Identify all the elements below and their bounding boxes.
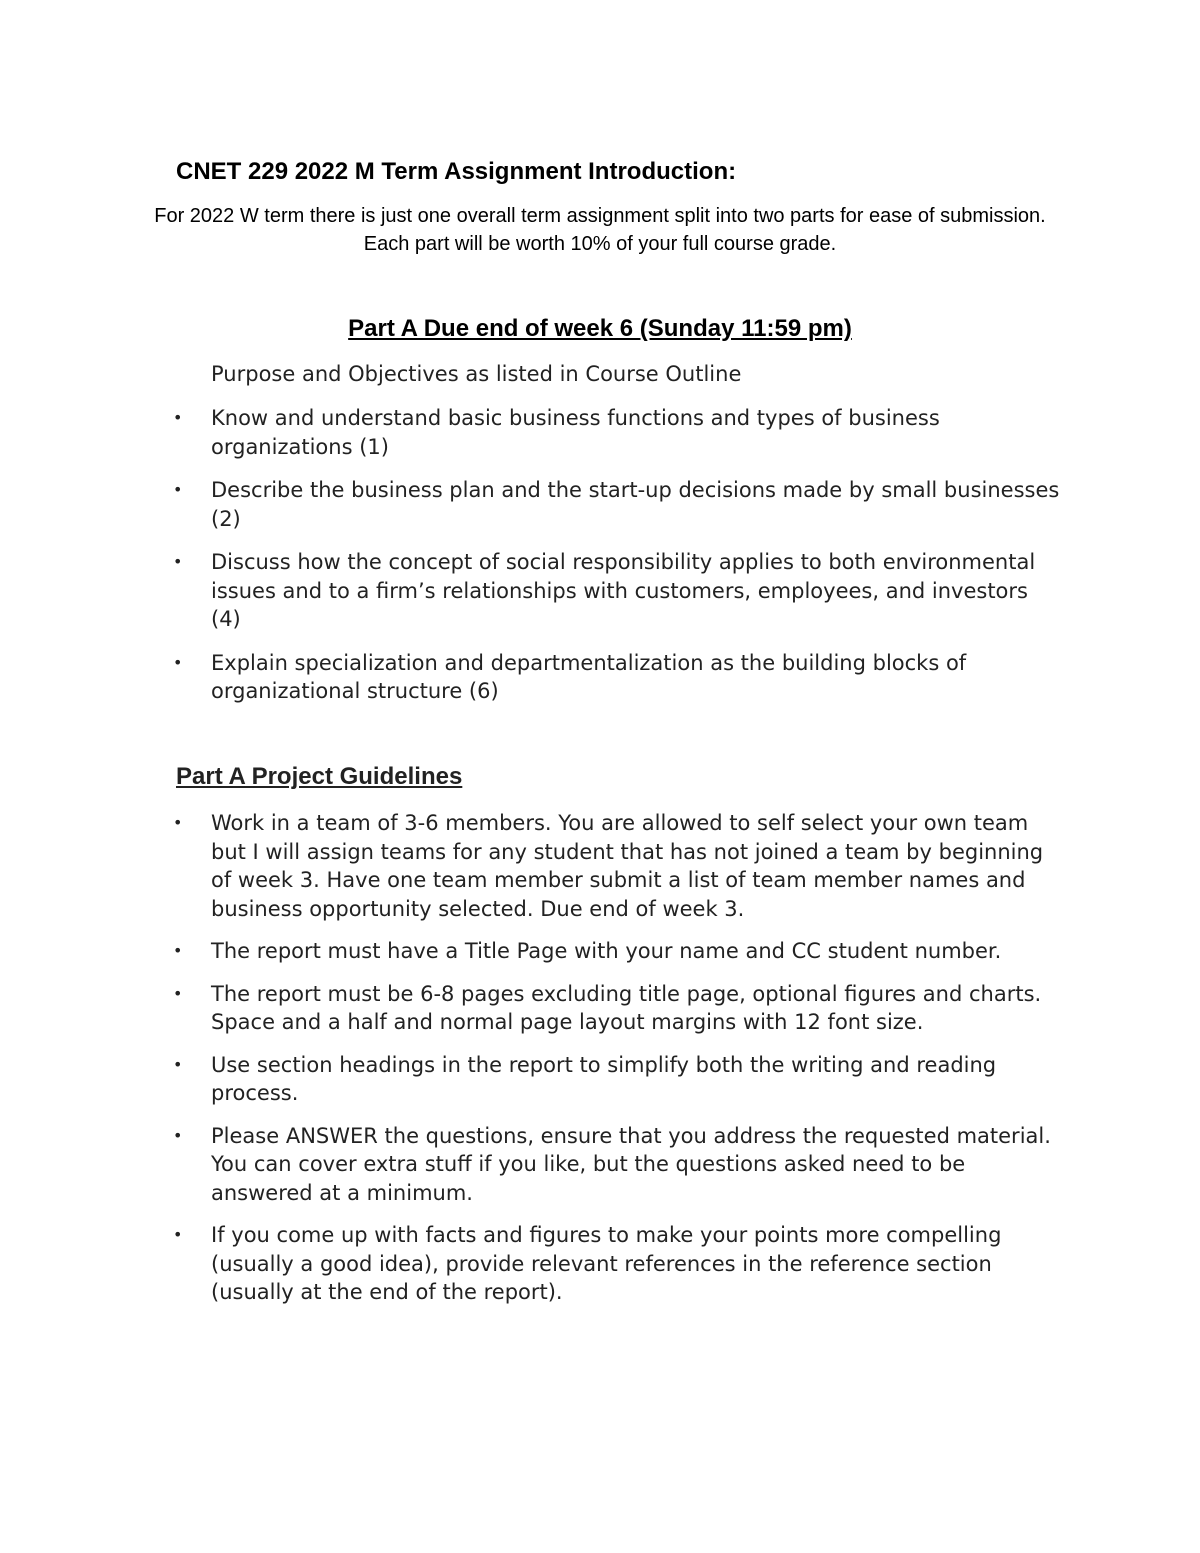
document-title: CNET 229 2022 M Term Assignment Introduction: (176, 158, 737, 185)
objectives-list (0, 404, 1061, 721)
objective-text: Know and understand basic business functions and types of business organizations (1) (211, 406, 940, 459)
intro-paragraph: For 2022 W term there is just one overall term assignment split into two parts for ease of submission. Each part will be worth 10% of your full course grade. (154, 205, 1046, 255)
objective-text: Discuss how the concept of social responsibility applies to both environmental issues and to a firm’s relationships with customers, employees, and investors (4) (211, 550, 1036, 631)
bullet-icon: • (173, 1125, 183, 1145)
bullet-icon: • (173, 552, 183, 571)
bullet-icon: • (173, 1054, 183, 1074)
list-item (0, 1221, 1061, 1307)
guideline-text: The report must have a Title Page with your name and CC student number. (211, 939, 1002, 963)
bullet-icon: • (173, 1225, 183, 1244)
list-item (0, 1122, 1061, 1208)
list-item (0, 980, 1061, 1037)
purpose-line: Purpose and Objectives as listed in Course Outline (211, 362, 742, 386)
list-item (0, 937, 1061, 966)
list-item (0, 1051, 1061, 1108)
guideline-text: Please ANSWER the questions, ensure that you address the requested material. You can cover extra stuff if you like, but the questions asked need to be answered at a minimum. (211, 1123, 1051, 1205)
list-item (0, 404, 1061, 461)
list-item (0, 649, 1061, 706)
bullet-icon: • (173, 652, 183, 672)
list-item (0, 809, 1061, 923)
list-item (0, 548, 1061, 634)
bullet-icon: • (173, 408, 183, 427)
guideline-text: The report must be 6-8 pages excluding title page, optional figures and charts. Space and a half and normal page layout margins with 12 font size. (211, 981, 1042, 1034)
bullet-icon: • (173, 983, 183, 1003)
bullet-icon: • (173, 813, 183, 832)
objective-text: Describe the business plan and the start-up decisions made by small businesses (2) (211, 478, 1060, 531)
guideline-text: If you come up with facts and figures to make your points more compelling (usually a good idea), provide relevant references in the reference section (usually at the end of the report). (211, 1223, 1002, 1304)
objective-text: Explain specialization and departmentalization as the building blocks of organizational structure (6) (211, 650, 967, 703)
guideline-text: Work in a team of 3-6 members. You are allowed to self select your own team but I will assign teams for any student that has not joined a team by beginning of week 3. Have one team member submit a list of team member names and business opportunity selected. Due end of week 3. (211, 811, 1044, 921)
guidelines-heading: Part A Project Guidelines (176, 763, 463, 790)
bullet-icon: • (173, 480, 183, 499)
guidelines-list (0, 809, 1061, 1321)
guideline-text: Use section headings in the report to simplify both the writing and reading process. (211, 1052, 997, 1105)
list-item (0, 476, 1061, 533)
bullet-icon: • (173, 941, 183, 960)
part-a-heading: Part A Due end of week 6 (Sunday 11:59 pm) (348, 315, 852, 342)
